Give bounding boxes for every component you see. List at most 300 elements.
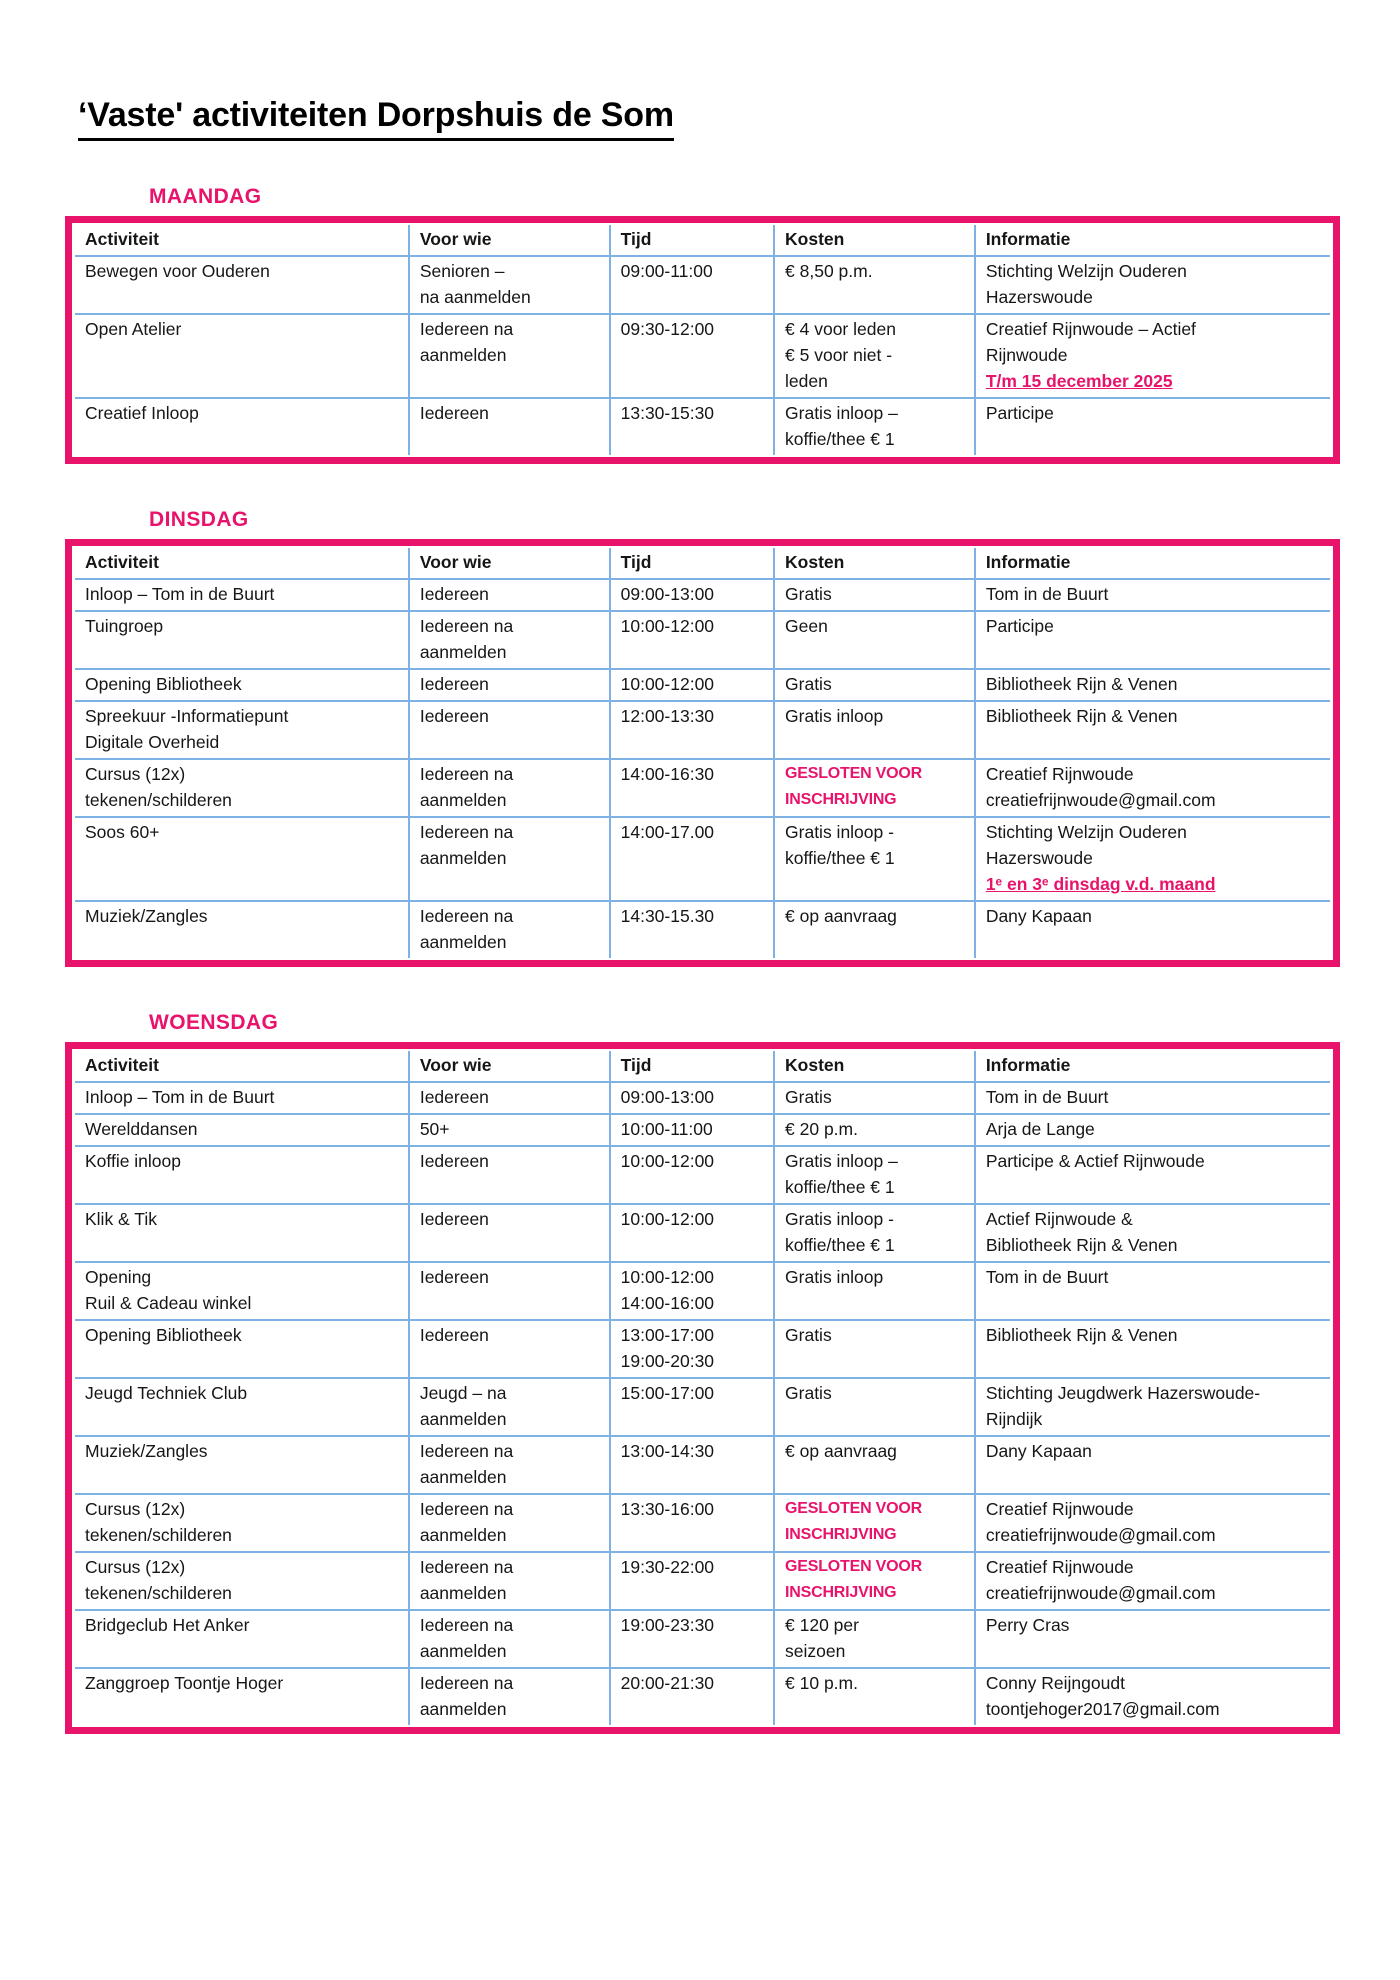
cell-tijd <box>610 1552 774 1610</box>
cell-line: creatiefrijnwoude@gmail.com <box>985 790 1216 810</box>
cell-tijd <box>610 1262 774 1320</box>
table-row <box>75 759 1330 817</box>
cell-informatie <box>975 759 1330 817</box>
cell-voor-wie <box>409 1436 610 1494</box>
cell-line: Iedereen <box>419 584 489 604</box>
sections <box>65 185 1340 1734</box>
cell-informatie <box>975 1378 1330 1436</box>
cell-line-alert: GESLOTEN VOOR <box>785 765 922 782</box>
cell-line: Iedereen na <box>419 1499 514 1519</box>
cell-line: aanmelden <box>419 1641 507 1661</box>
schedule-table <box>75 1051 1330 1725</box>
column-header-kosten: Kosten <box>774 1051 975 1082</box>
table-body <box>75 256 1330 455</box>
cell-line: Gratis <box>785 1087 832 1107</box>
cell-line: Jeugd – na <box>419 1383 507 1403</box>
cell-line: € 120 per <box>785 1615 859 1635</box>
table-row <box>75 256 1330 314</box>
cell-line: Iedereen <box>419 1267 489 1287</box>
table-head <box>75 1051 1330 1082</box>
cell-kosten <box>774 1494 975 1552</box>
cell-line: Participe & Actief Rijnwoude <box>985 1151 1205 1171</box>
cell-line: aanmelden <box>419 1525 507 1545</box>
cell-kosten <box>774 1436 975 1494</box>
cell-line: 15:00-17:00 <box>620 1383 715 1403</box>
cell-activiteit <box>75 1668 409 1725</box>
column-header-activiteit: Activiteit <box>75 1051 409 1082</box>
cell-line: € 8,50 p.m. <box>785 261 873 281</box>
table-row <box>75 1610 1330 1668</box>
cell-voor-wie <box>409 1668 610 1725</box>
cell-line: 13:00-14:30 <box>620 1441 715 1461</box>
cell-line-alert: INSCHRIJVING <box>785 791 897 808</box>
cell-line: 12:00-13:30 <box>620 706 715 726</box>
cell-activiteit <box>75 1610 409 1668</box>
cell-line: koffie/thee € 1 <box>785 1177 895 1197</box>
cell-informatie <box>975 817 1330 901</box>
cell-line: Dany Kapaan <box>985 1441 1092 1461</box>
table-frame <box>65 539 1340 967</box>
cell-line: 10:00-12:00 <box>620 1209 715 1229</box>
header-row <box>75 225 1330 256</box>
cell-line: Cursus (12x) <box>85 764 186 784</box>
cell-line: Perry Cras <box>985 1615 1070 1635</box>
cell-tijd <box>610 611 774 669</box>
cell-tijd <box>610 1378 774 1436</box>
cell-line-alert-underline: 1ᵉ en 3ᵉ dinsdag v.d. maand <box>985 874 1216 894</box>
cell-tijd <box>610 1436 774 1494</box>
column-header-voor-wie: Voor wie <box>409 225 610 256</box>
cell-activiteit <box>75 759 409 817</box>
cell-line-alert: INSCHRIJVING <box>785 1526 897 1543</box>
table-row <box>75 1436 1330 1494</box>
cell-voor-wie <box>409 901 610 958</box>
column-header-activiteit: Activiteit <box>75 548 409 579</box>
cell-line: Gratis inloop <box>785 706 884 726</box>
cell-line: Iedereen <box>419 403 489 423</box>
cell-line: 09:00-13:00 <box>620 1087 715 1107</box>
cell-voor-wie <box>409 314 610 398</box>
cell-line: creatiefrijnwoude@gmail.com <box>985 1583 1216 1603</box>
cell-line: Zanggroep Toontje Hoger <box>85 1673 284 1693</box>
cell-line: Iedereen na <box>419 1557 514 1577</box>
cell-line: Rijndijk <box>985 1409 1043 1429</box>
table-head <box>75 548 1330 579</box>
cell-line: aanmelden <box>419 1467 507 1487</box>
cell-kosten <box>774 1610 975 1668</box>
column-header-kosten: Kosten <box>774 225 975 256</box>
cell-line: Gratis <box>785 584 832 604</box>
cell-line: Opening Bibliotheek <box>85 674 242 694</box>
table-body <box>75 1082 1330 1725</box>
cell-line: aanmelden <box>419 848 507 868</box>
cell-informatie <box>975 1668 1330 1725</box>
table-row <box>75 1668 1330 1725</box>
cell-line: € op aanvraag <box>785 906 897 926</box>
cell-activiteit <box>75 817 409 901</box>
cell-line: Gratis inloop – <box>785 1151 898 1171</box>
cell-line: Iedereen na <box>419 319 514 339</box>
cell-line: Iedereen <box>419 1325 489 1345</box>
cell-activiteit <box>75 1552 409 1610</box>
cell-line: Klik & Tik <box>85 1209 157 1229</box>
cell-line: koffie/thee € 1 <box>785 1235 895 1255</box>
cell-line: Gratis inloop - <box>785 822 894 842</box>
cell-line: seizoen <box>785 1641 846 1661</box>
cell-informatie <box>975 1082 1330 1114</box>
cell-line: € 10 p.m. <box>785 1673 858 1693</box>
cell-line: € 20 p.m. <box>785 1119 858 1139</box>
column-header-informatie: Informatie <box>975 225 1330 256</box>
table-body <box>75 579 1330 958</box>
cell-kosten <box>774 1320 975 1378</box>
cell-line: Gratis <box>785 674 832 694</box>
cell-line: Stichting Welzijn Ouderen <box>985 822 1187 842</box>
cell-line: Opening Bibliotheek <box>85 1325 242 1345</box>
cell-line: 09:00-11:00 <box>620 261 713 281</box>
table-row <box>75 314 1330 398</box>
cell-voor-wie <box>409 1378 610 1436</box>
cell-informatie <box>975 1146 1330 1204</box>
schedule-table <box>75 548 1330 958</box>
cell-line: Koffie inloop <box>85 1151 182 1171</box>
cell-line: Stichting Jeugdwerk Hazerswoude- <box>985 1383 1261 1403</box>
cell-line: Stichting Welzijn Ouderen <box>985 261 1187 281</box>
cell-line: Bibliotheek Rijn & Venen <box>985 706 1178 726</box>
cell-line: 19:00-23:30 <box>620 1615 715 1635</box>
cell-line: Tom in de Buurt <box>985 1087 1109 1107</box>
cell-line: Cursus (12x) <box>85 1557 186 1577</box>
cell-kosten <box>774 1114 975 1146</box>
column-header-tijd: Tijd <box>610 225 774 256</box>
cell-line: 50+ <box>419 1119 450 1139</box>
cell-line: 14:30-15.30 <box>620 906 715 926</box>
cell-line: aanmelden <box>419 345 507 365</box>
cell-line: Dany Kapaan <box>985 906 1092 926</box>
cell-line: Iedereen na <box>419 1441 514 1461</box>
table-row <box>75 901 1330 958</box>
cell-line: Iedereen <box>419 1209 489 1229</box>
column-header-kosten: Kosten <box>774 548 975 579</box>
cell-line: Iedereen na <box>419 1615 514 1635</box>
cell-line: Opening <box>85 1267 152 1287</box>
cell-tijd <box>610 1610 774 1668</box>
table-row <box>75 1204 1330 1262</box>
cell-informatie <box>975 669 1330 701</box>
cell-line: 09:30-12:00 <box>620 319 715 339</box>
cell-line: toontjehoger2017@gmail.com <box>985 1699 1220 1719</box>
cell-line: Participe <box>985 616 1054 636</box>
cell-informatie <box>975 611 1330 669</box>
cell-tijd <box>610 901 774 958</box>
cell-kosten <box>774 1668 975 1725</box>
cell-voor-wie <box>409 579 610 611</box>
cell-line: Tuingroep <box>85 616 164 636</box>
cell-voor-wie <box>409 1552 610 1610</box>
cell-line: 19:30-22:00 <box>620 1557 715 1577</box>
table-frame <box>65 216 1340 464</box>
column-header-activiteit: Activiteit <box>75 225 409 256</box>
day-header: DINSDAG <box>149 508 249 531</box>
cell-line: 13:00-17:00 <box>620 1325 715 1345</box>
cell-line-alert: INSCHRIJVING <box>785 1584 897 1601</box>
cell-line: Iedereen na <box>419 616 514 636</box>
cell-voor-wie <box>409 817 610 901</box>
cell-line: 20:00-21:30 <box>620 1673 715 1693</box>
cell-informatie <box>975 314 1330 398</box>
cell-line: Hazerswoude <box>985 848 1093 868</box>
cell-activiteit <box>75 398 409 455</box>
cell-line: Tom in de Buurt <box>985 1267 1109 1287</box>
cell-line: aanmelden <box>419 1409 507 1429</box>
cell-line: 19:00-20:30 <box>620 1351 715 1371</box>
cell-voor-wie <box>409 1610 610 1668</box>
table-row <box>75 1114 1330 1146</box>
day-section-woensdag <box>65 1011 1340 1734</box>
cell-kosten <box>774 398 975 455</box>
header-row <box>75 548 1330 579</box>
cell-line: aanmelden <box>419 1699 507 1719</box>
cell-line: 09:00-13:00 <box>620 584 715 604</box>
cell-line: tekenen/schilderen <box>85 790 232 810</box>
cell-activiteit <box>75 579 409 611</box>
day-section-maandag <box>65 185 1340 464</box>
cell-voor-wie <box>409 1494 610 1552</box>
cell-line: Iedereen na <box>419 1673 514 1693</box>
cell-line: Gratis <box>785 1325 832 1345</box>
cell-line: na aanmelden <box>419 287 531 307</box>
cell-line: Jeugd Techniek Club <box>85 1383 248 1403</box>
cell-line: Bibliotheek Rijn & Venen <box>985 1235 1178 1255</box>
cell-line: Bridgeclub Het Anker <box>85 1615 250 1635</box>
table-row <box>75 669 1330 701</box>
cell-informatie <box>975 398 1330 455</box>
cell-line: 13:30-15:30 <box>620 403 715 423</box>
cell-voor-wie <box>409 1082 610 1114</box>
cell-activiteit <box>75 1114 409 1146</box>
cell-tijd <box>610 701 774 759</box>
cell-line: Bibliotheek Rijn & Venen <box>985 1325 1178 1345</box>
column-header-tijd: Tijd <box>610 1051 774 1082</box>
cell-informatie <box>975 256 1330 314</box>
cell-line: Creatief Rijnwoude – Actief <box>985 319 1196 339</box>
cell-line: Iedereen na <box>419 906 514 926</box>
cell-line-alert-underline: T/m 15 december 2025 <box>985 371 1173 391</box>
cell-informatie <box>975 1320 1330 1378</box>
column-header-tijd: Tijd <box>610 548 774 579</box>
cell-activiteit <box>75 1436 409 1494</box>
cell-line: 10:00-12:00 <box>620 674 715 694</box>
column-header-informatie: Informatie <box>975 1051 1330 1082</box>
cell-activiteit <box>75 256 409 314</box>
cell-line: Geen <box>785 616 828 636</box>
cell-voor-wie <box>409 1320 610 1378</box>
table-row <box>75 1552 1330 1610</box>
cell-line: Werelddansen <box>85 1119 198 1139</box>
cell-line: aanmelden <box>419 932 507 952</box>
cell-line: Iedereen <box>419 1151 489 1171</box>
cell-line: Iedereen na <box>419 764 514 784</box>
cell-line: 10:00-11:00 <box>620 1119 713 1139</box>
cell-line: Iedereen na <box>419 822 514 842</box>
header-row <box>75 1051 1330 1082</box>
table-row <box>75 1320 1330 1378</box>
cell-line: Gratis inloop - <box>785 1209 894 1229</box>
cell-line: Participe <box>985 403 1054 423</box>
column-header-voor-wie: Voor wie <box>409 1051 610 1082</box>
cell-tijd <box>610 1114 774 1146</box>
cell-line: tekenen/schilderen <box>85 1583 232 1603</box>
cell-line: Gratis inloop <box>785 1267 884 1287</box>
table-row <box>75 1494 1330 1552</box>
cell-activiteit <box>75 611 409 669</box>
cell-line: Spreekuur -Informatiepunt <box>85 706 289 726</box>
cell-informatie <box>975 1436 1330 1494</box>
cell-informatie <box>975 1114 1330 1146</box>
table-row <box>75 1262 1330 1320</box>
cell-tijd <box>610 1494 774 1552</box>
cell-line: Tom in de Buurt <box>985 584 1109 604</box>
cell-line: leden <box>785 371 828 391</box>
cell-kosten <box>774 1082 975 1114</box>
cell-activiteit <box>75 1262 409 1320</box>
cell-tijd <box>610 1146 774 1204</box>
cell-voor-wie <box>409 1114 610 1146</box>
cell-kosten <box>774 701 975 759</box>
cell-line: Iedereen <box>419 674 489 694</box>
cell-activiteit <box>75 701 409 759</box>
cell-tijd <box>610 1204 774 1262</box>
cell-kosten <box>774 1552 975 1610</box>
cell-line: Cursus (12x) <box>85 1499 186 1519</box>
cell-line: Digitale Overheid <box>85 732 220 752</box>
cell-line: 14:00-16:30 <box>620 764 715 784</box>
cell-tijd <box>610 817 774 901</box>
column-header-informatie: Informatie <box>975 548 1330 579</box>
table-head <box>75 225 1330 256</box>
cell-informatie <box>975 579 1330 611</box>
cell-line: Soos 60+ <box>85 822 160 842</box>
cell-line: 13:30-16:00 <box>620 1499 715 1519</box>
table-frame <box>65 1042 1340 1734</box>
cell-kosten <box>774 901 975 958</box>
cell-kosten <box>774 759 975 817</box>
cell-tijd <box>610 314 774 398</box>
cell-line: Muziek/Zangles <box>85 1441 208 1461</box>
cell-line: 14:00-16:00 <box>620 1293 715 1313</box>
cell-line: creatiefrijnwoude@gmail.com <box>985 1525 1216 1545</box>
cell-voor-wie <box>409 1146 610 1204</box>
cell-tijd <box>610 759 774 817</box>
cell-line: 10:00-12:00 <box>620 1151 715 1171</box>
cell-tijd <box>610 669 774 701</box>
cell-kosten <box>774 611 975 669</box>
cell-voor-wie <box>409 256 610 314</box>
cell-line: € 5 voor niet - <box>785 345 893 365</box>
cell-line: € 4 voor leden <box>785 319 896 339</box>
cell-activiteit <box>75 901 409 958</box>
cell-line: 10:00-12:00 <box>620 616 715 636</box>
schedule-table <box>75 225 1330 455</box>
cell-line-alert: GESLOTEN VOOR <box>785 1500 922 1517</box>
cell-line: Ruil & Cadeau winkel <box>85 1293 252 1313</box>
cell-voor-wie <box>409 1262 610 1320</box>
cell-line: Creatief Rijnwoude <box>985 764 1134 784</box>
cell-tijd <box>610 256 774 314</box>
cell-line: Iedereen <box>419 1087 489 1107</box>
day-section-dinsdag <box>65 508 1340 967</box>
cell-line: Arja de Lange <box>985 1119 1095 1139</box>
cell-line: aanmelden <box>419 642 507 662</box>
table-row <box>75 611 1330 669</box>
cell-informatie <box>975 1494 1330 1552</box>
cell-line: koffie/thee € 1 <box>785 848 895 868</box>
cell-informatie <box>975 701 1330 759</box>
cell-line: Creatief Rijnwoude <box>985 1557 1134 1577</box>
cell-kosten <box>774 1204 975 1262</box>
cell-informatie <box>975 901 1330 958</box>
cell-line: € op aanvraag <box>785 1441 897 1461</box>
cell-line: Creatief Rijnwoude <box>985 1499 1134 1519</box>
cell-line: Iedereen <box>419 706 489 726</box>
cell-line: Actief Rijnwoude & <box>985 1209 1133 1229</box>
cell-line: Muziek/Zangles <box>85 906 208 926</box>
cell-kosten <box>774 579 975 611</box>
cell-line: Bewegen voor Ouderen <box>85 261 270 281</box>
table-row <box>75 817 1330 901</box>
cell-line: Inloop – Tom in de Buurt <box>85 1087 275 1107</box>
cell-activiteit <box>75 314 409 398</box>
cell-line: Gratis <box>785 1383 832 1403</box>
table-row <box>75 579 1330 611</box>
cell-voor-wie <box>409 669 610 701</box>
cell-line: 14:00-17.00 <box>620 822 715 842</box>
cell-activiteit <box>75 1494 409 1552</box>
cell-voor-wie <box>409 611 610 669</box>
table-row <box>75 1082 1330 1114</box>
cell-voor-wie <box>409 759 610 817</box>
cell-activiteit <box>75 669 409 701</box>
cell-informatie <box>975 1262 1330 1320</box>
column-header-voor-wie: Voor wie <box>409 548 610 579</box>
table-row <box>75 1146 1330 1204</box>
cell-line: aanmelden <box>419 790 507 810</box>
cell-tijd <box>610 1082 774 1114</box>
cell-line: Hazerswoude <box>985 287 1093 307</box>
cell-line: Gratis inloop – <box>785 403 898 423</box>
table-row <box>75 701 1330 759</box>
cell-tijd <box>610 1320 774 1378</box>
cell-informatie <box>975 1610 1330 1668</box>
cell-voor-wie <box>409 1204 610 1262</box>
cell-kosten <box>774 1146 975 1204</box>
cell-line: 10:00-12:00 <box>620 1267 715 1287</box>
cell-tijd <box>610 579 774 611</box>
cell-activiteit <box>75 1204 409 1262</box>
table-row <box>75 398 1330 455</box>
cell-kosten <box>774 817 975 901</box>
day-header: WOENSDAG <box>149 1011 279 1034</box>
cell-informatie <box>975 1204 1330 1262</box>
cell-line: Rijnwoude <box>985 345 1068 365</box>
cell-line: Inloop – Tom in de Buurt <box>85 584 275 604</box>
cell-tijd <box>610 398 774 455</box>
cell-line: koffie/thee € 1 <box>785 429 895 449</box>
cell-activiteit <box>75 1378 409 1436</box>
cell-voor-wie <box>409 701 610 759</box>
cell-kosten <box>774 256 975 314</box>
cell-activiteit <box>75 1320 409 1378</box>
